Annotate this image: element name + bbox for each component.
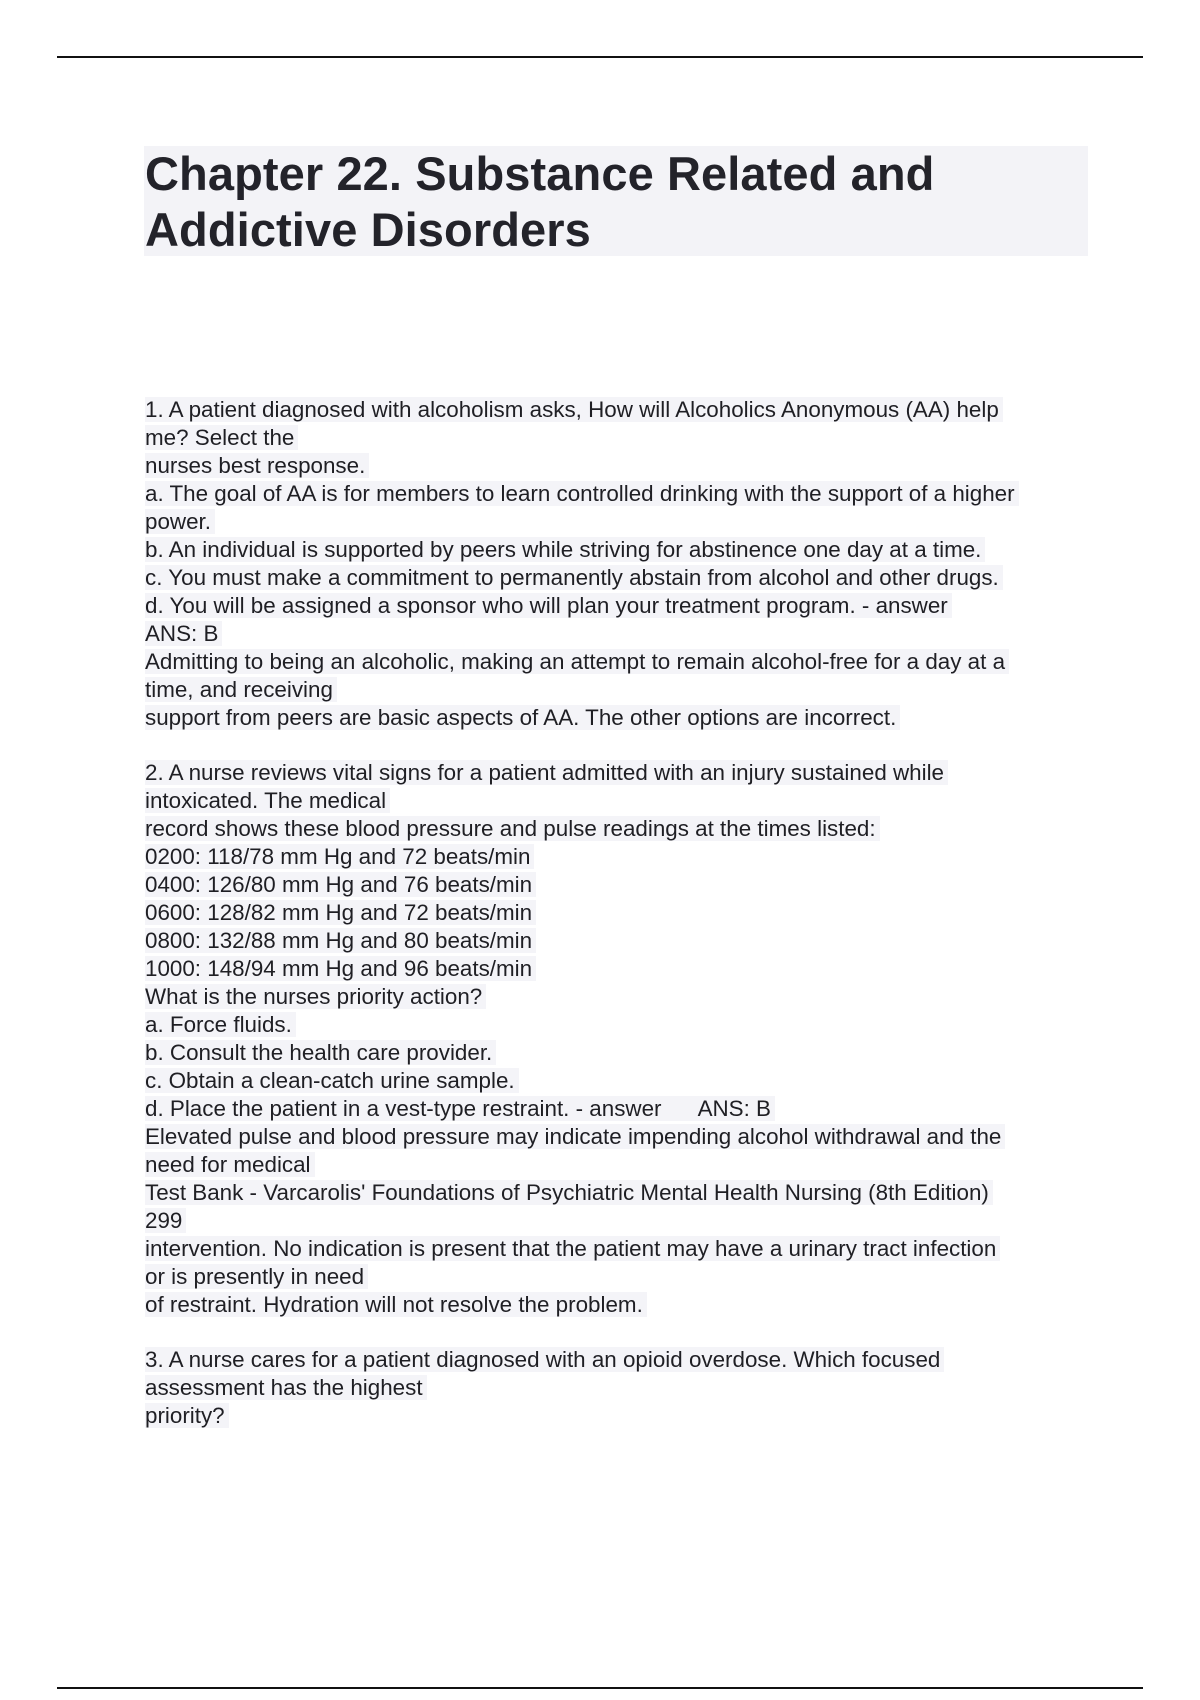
rationale-line: or is presently in need [145,1263,1095,1291]
text-line: me? Select the [145,424,1095,452]
option-a: a. Force fluids. [145,1011,1095,1039]
text-line: assessment has the highest [145,1374,1095,1402]
spacer [145,1319,1095,1346]
vital-reading: 0800: 132/88 mm Hg and 80 beats/min [145,927,1095,955]
chapter-title-line-1: Chapter 22. Substance Related and [145,147,935,200]
rationale-line: Elevated pulse and blood pressure may indicate impending alcohol withdrawal and the [145,1123,1095,1151]
option-c: c. You must make a commitment to permanently abstain from alcohol and other drugs. [145,564,1095,592]
page-number: 299 [145,1207,1095,1235]
question-3 [145,1346,1095,1430]
rationale-line: time, and receiving [145,676,1095,704]
text-line: priority? [145,1402,1095,1430]
text-line: 1. A patient diagnosed with alcoholism asks, How will Alcoholics Anonymous (AA) help [145,396,1095,424]
question-content [145,396,1095,1430]
question-2 [145,759,1095,1319]
text-line: nurses best response. [145,452,1095,480]
rationale-line: Admitting to being an alcoholic, making an attempt to remain alcohol-free for a day at a [145,648,1095,676]
option-b: b. An individual is supported by peers while striving for abstinence one day at a time. [145,536,1095,564]
vital-reading: 0200: 118/78 mm Hg and 72 beats/min [145,843,1095,871]
rationale-line: intervention. No indication is present that the patient may have a urinary tract infection [145,1235,1095,1263]
text-line: record shows these blood pressure and pulse readings at the times listed: [145,815,1095,843]
source-line: Test Bank - Varcarolis' Foundations of Psychiatric Mental Health Nursing (8th Edition) [145,1179,1095,1207]
chapter-title-line-2: Addictive Disorders [145,203,591,256]
chapter-title [144,146,1088,258]
text-line: What is the nurses priority action? [145,983,1095,1011]
chapter-title-block [144,146,1088,256]
vital-reading: 1000: 148/94 mm Hg and 96 beats/min [145,955,1095,983]
rationale-line: need for medical [145,1151,1095,1179]
option-d: d. You will be assigned a sponsor who will plan your treatment program. - answer [145,592,1095,620]
text-line: 2. A nurse reviews vital signs for a patient admitted with an injury sustained while [145,759,1095,787]
rationale-line: support from peers are basic aspects of AA. The other options are incorrect. [145,704,1095,732]
option-a: a. The goal of AA is for members to learn controlled drinking with the support of a higher [145,480,1095,508]
rationale-line: of restraint. Hydration will not resolve the problem. [145,1291,1095,1319]
option-d: d. Place the patient in a vest-type restraint. - answer ANS: B [145,1095,1095,1123]
top-rule [57,56,1143,58]
option-c: c. Obtain a clean-catch urine sample. [145,1067,1095,1095]
text-line: power. [145,508,1095,536]
option-b: b. Consult the health care provider. [145,1039,1095,1067]
vital-reading: 0400: 126/80 mm Hg and 76 beats/min [145,871,1095,899]
vital-reading: 0600: 128/82 mm Hg and 72 beats/min [145,899,1095,927]
spacer [145,732,1095,759]
text-line: 3. A nurse cares for a patient diagnosed with an opioid overdose. Which focused [145,1346,1095,1374]
bottom-rule [57,1687,1143,1689]
answer: ANS: B [145,620,1095,648]
text-line: intoxicated. The medical [145,787,1095,815]
question-1 [145,396,1095,732]
